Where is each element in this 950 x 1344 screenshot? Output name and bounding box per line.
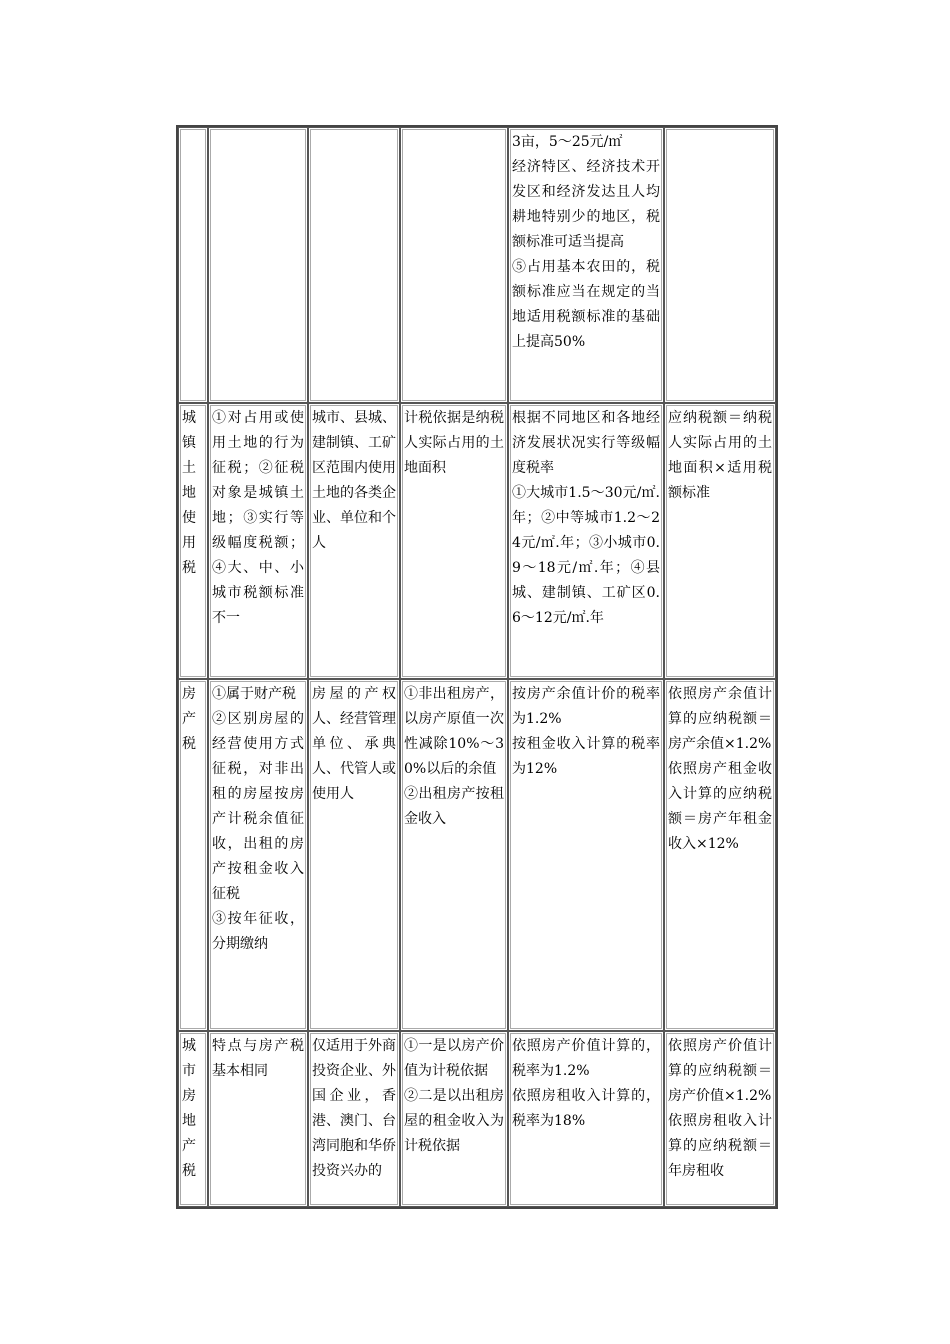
feature-line: ①对占用或使用土地的行为征税；②征税对象是城镇土地；③实行等级幅度税额；④大、中、小城市税额标准不一	[212, 410, 304, 626]
features-cell	[208, 679, 308, 1031]
formula-line: 依照房租收入计算的应纳税额＝年房租收	[668, 1113, 772, 1179]
formula-cell	[664, 1031, 776, 1207]
basis-line: ②二是以出租房屋的租金收入为计税依据	[404, 1088, 504, 1154]
formula-line: 依照房产余值计算的应纳税额＝房产余值×1.2%	[668, 686, 772, 752]
features-cell	[208, 403, 308, 679]
feature-line: ③按年征收，分期缴纳	[212, 911, 304, 952]
taxpayer-line: 城市、县城、建制镇、工矿区范围内使用土地的各类企业、单位和个人	[312, 410, 396, 551]
rate-line: 按租金收入计算的税率为12%	[512, 736, 660, 777]
rate-line: 经济特区、经济技术开发区和经济发达且人均耕地特别少的地区，税额标准可适当提高	[512, 159, 660, 250]
rate-line: 依照房产价值计算的，税率为1.2%	[512, 1038, 660, 1079]
taxpayers-cell	[308, 679, 400, 1031]
rates-cell	[508, 679, 664, 1031]
rate-line: 根据不同地区和各地经济发展状况实行等级幅度税率	[512, 410, 660, 476]
formula-cell	[664, 403, 776, 679]
rates-cell	[508, 127, 664, 403]
features-cell	[208, 127, 308, 403]
taxpayer-line: 房屋的产权人、经营管理单位、承典人、代管人或使用人	[312, 686, 396, 802]
basis-cell	[400, 1031, 508, 1207]
formula-cell	[664, 679, 776, 1031]
rates-cell	[508, 1031, 664, 1207]
taxpayers-cell	[308, 403, 400, 679]
rate-line: ⑤占用基本农田的，税额标准应当在规定的当地适用税额标准的基础上提高50%	[512, 259, 660, 350]
rate-line: 按房产余值计价的税率为1.2%	[512, 686, 660, 727]
taxpayer-line: 仅适用于外商投资企业、外国企业，香港、澳门、台湾同胞和华侨投资兴办的	[312, 1038, 396, 1179]
rate-line: 依照房租收入计算的，税率为18%	[512, 1088, 660, 1129]
basis-cell	[400, 127, 508, 403]
formula-line: 依照房产租金收入计算的应纳税额＝房产年租金收入×12%	[668, 761, 772, 852]
feature-line: ①属于财产税	[212, 686, 296, 702]
basis-line: ①非出租房产，以房产原值一次性减除10%～30%以后的余值	[404, 686, 504, 777]
basis-line: ②出租房产按租金收入	[404, 786, 504, 827]
basis-cell	[400, 679, 508, 1031]
basis-line: 计税依据是纳税人实际占用的土地面积	[404, 410, 504, 476]
tax-name-cell: 房产税	[178, 679, 208, 1031]
basis-line: ①一是以房产价值为计税依据	[404, 1038, 504, 1079]
table-row	[178, 403, 776, 679]
tax-name-cell	[178, 127, 208, 403]
formula-cell	[664, 127, 776, 403]
tax-name-cell: 城市房地产税	[178, 1031, 208, 1207]
rates-cell	[508, 403, 664, 679]
table-row	[178, 679, 776, 1031]
tax-table	[176, 125, 778, 1209]
formula-line: 应纳税额＝纳税人实际占用的土地面积×适用税额标准	[668, 410, 772, 501]
feature-line: ②区别房屋的经营使用方式征税，对非出租的房屋按房产计税余值征收，出租的房产按租金收入征税	[212, 711, 304, 902]
table-row	[178, 127, 776, 403]
rate-line: 3亩，5～25元/㎡	[512, 134, 623, 150]
taxpayers-cell	[308, 1031, 400, 1207]
table-row	[178, 1031, 776, 1207]
basis-cell	[400, 403, 508, 679]
rate-line: ①大城市1.5～30元/㎡.年；②中等城市1.2～24元/㎡.年；③小城市0.9～18元/㎡.年；④县城、建制镇、工矿区0.6～12元/㎡.年	[512, 485, 660, 626]
tax-name-cell: 城镇土地使用税	[178, 403, 208, 679]
taxpayers-cell	[308, 127, 400, 403]
features-cell	[208, 1031, 308, 1207]
formula-line: 依照房产价值计算的应纳税额＝房产价值×1.2%	[668, 1038, 772, 1104]
feature-line: 特点与房产税基本相同	[212, 1038, 304, 1079]
